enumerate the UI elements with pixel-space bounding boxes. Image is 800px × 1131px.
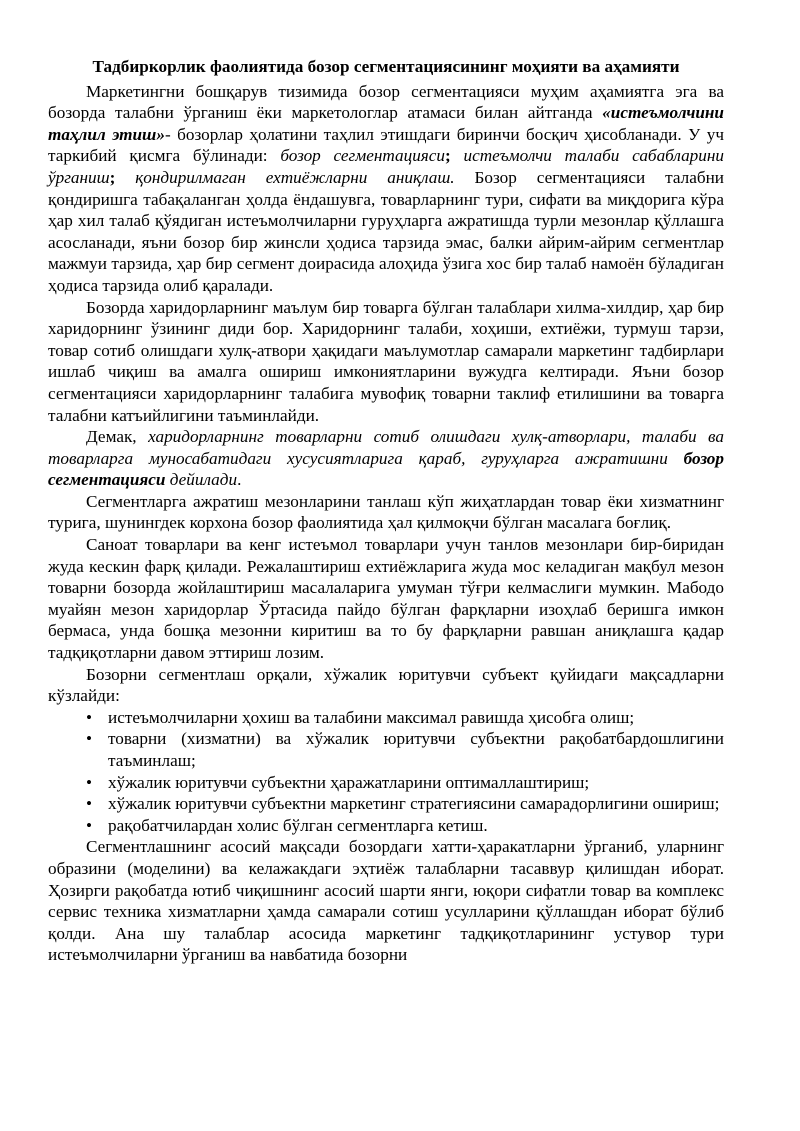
document-page: [48, 56, 724, 966]
document-title: Тадбиркорлик фаолиятида бозор сегментациясининг моҳияти ва аҳамияти: [92, 57, 680, 76]
paragraph-3-italic-called: дейилади: [165, 470, 238, 490]
paragraph-1-italic-segmentation: бозор сегментацияси: [280, 146, 445, 166]
paragraph-3-definition: [48, 426, 724, 491]
bullet-icon: •: [86, 729, 93, 749]
list-item-text: хўжалик юритувчи субъектни маркетинг стратегиясини самарадорлигини ошириш;: [108, 794, 720, 814]
paragraph-7: Сегментлашнинг асосий мақсади бозордаги хатти-ҳаракатларни ўрганиб, уларнинг образини (моделини) ва келажакдаги эҳтиёж талабларни тасаввур қилишдан иборат. Ҳозирги рақобатда ютиб чиқишнинг асосий шарти янги, юқори сифатли товар ва комплекс сервис техника хизматларни ҳамда самарали сотиш усулларини қўллашдан иборат бўлиб қолди. Ана шу талаблар асосида маркетинг тадқиқотларининг устувор тури истеъмолчиларни ўрганиш ва навбатида бозорни: [48, 837, 724, 965]
paragraph-3-term-segmentation: бозор сегментацияси: [48, 448, 724, 490]
paragraph-1-italic-demand-reasons: истеъмолчи талаби сабабларини ўрганиш: [48, 146, 724, 187]
list-item-text: хўжалик юритувчи субъектни ҳаражатларини оптималлаштириш;: [108, 772, 590, 792]
paragraph-4: Сегментларга ажратиш мезонларини танлаш кўп жиҳатлардан товар ёки хизматнинг турига, шунингдек корхона бозор фаолиятида ҳал қилмоқчи бўлган масалага боғлиқ.: [48, 491, 724, 533]
list-item: [48, 707, 724, 729]
paragraph-3-text-a: Демак,: [86, 427, 149, 447]
bullet-icon: •: [86, 794, 93, 814]
paragraph-3-period: .: [237, 470, 242, 490]
paragraph-5: Саноат товарлари ва кенг истеъмол товарлари учун танлов мезонлари бир-биридан жуда кескин фарқ қилади. Режалаштириш ехтиёжларига жуда мос келадиган мақбул мезон товарни бозорда жойлаштириш масалаларига умуман тўғри келмаслиги мумкин. Мабодо муайян мезон харидорлар Ўртасида пайдо бўлган фарқларни изоҳлаб беришга имкон бермаса, унда бошқа мезонни киритиш ва то бу фарқларни равшан аниқлашга қадар тадқиқотларни давом эттириш лозим.: [48, 535, 724, 663]
paragraph-6: Бозорни сегментлаш орқали, хўжалик юритувчи субъект қуйидаги мақсадларни кўзлайди:: [48, 664, 724, 706]
goals-list: [48, 707, 724, 837]
paragraph-1-text-a: Маркетингни бошқарув тизимида бозор сегментацияси муҳим аҳамиятга эга ва бозорда талабни ўрганиш ёки маркетологлар атамаси билан айтганда: [48, 81, 724, 123]
bullet-icon: •: [86, 815, 93, 835]
bullet-icon: •: [86, 707, 93, 727]
list-item: [48, 728, 724, 771]
paragraph-3-italic-definition: харидорларнинг товарларни сотиб олишдаги хулқ-атворлари, талаби ва товарларга муносабатидаги хусусиятларига қараб, гуруҳларга ажратишни: [48, 427, 724, 468]
bullet-icon: •: [86, 772, 93, 792]
paragraph-2: Бозорда харидорларнинг маълум бир товарга бўлган талаблари хилма-хилдир, ҳар бир харидорнинг ўзининг диди бор. Харидорнинг талаби, хоҳиши, ехтиёжи, турмуш тарзи, товар сотиб олишдаги хулқ-атвори ҳақидаги маълумотлар самарали маркетинг тадбирлари ишлаб чиқиш ва амалга ошириш имкониятларини вужудга келтиради. Яъни бозор сегментацияси харидорларнинг талабига мувофиқ товарни таклиф етилишини ва товарга талабни катъийлигини таъминлайди.: [48, 297, 724, 425]
list-item-text: товарни (хизматни) ва хўжалик юритувчи субъектни рақобатбардошлигини таъминлаш;: [108, 729, 724, 770]
list-item: [48, 772, 724, 794]
paragraph-1-semicolon-1: ;: [445, 146, 451, 166]
list-item: [48, 815, 724, 837]
paragraph-1-text-c: - бозорлар ҳолатини таҳлил этишдаги биринчи босқич ҳисобланади. У уч таркибий қисмга бўлинади:: [48, 124, 724, 166]
paragraph-1: [48, 81, 724, 297]
list-item: [48, 793, 724, 815]
list-item-text: рақобатчилардан холис бўлган сегментларга кетиш.: [108, 815, 488, 835]
paragraph-1-term-consumer-analysis: «истеъмолчини таҳлил этиш»: [48, 103, 724, 144]
paragraph-1-text-i: Бозор сегментацияси талабни қондиришга табақаланган ҳолда ёндашувга, товарларнинг тури, сифати ва миқдорига кўра ҳар хил талаб қўядиган истеъмолчиларни гуруҳларга ажратишда турли мезонлар қўллашга асосланади, яъни бозор бир жинсли ҳодиса тарзида эмас, балки айрим-айрим сегментлар мажмуи тарзида, ҳар бир сегмент доирасида алоҳида ўзига хос бир талаб намоён бўладиган ҳодиса тарзида олиб қаралади.: [48, 167, 724, 295]
paragraph-1-semicolon-2: ;: [109, 167, 116, 187]
paragraph-1-italic-unmet-needs: қондирилмаган ехтиёжларни аниқлаш.: [115, 167, 455, 187]
list-item-text: истеъмолчиларни ҳохиш ва талабини максимал равишда ҳисобга олиш;: [108, 707, 635, 727]
